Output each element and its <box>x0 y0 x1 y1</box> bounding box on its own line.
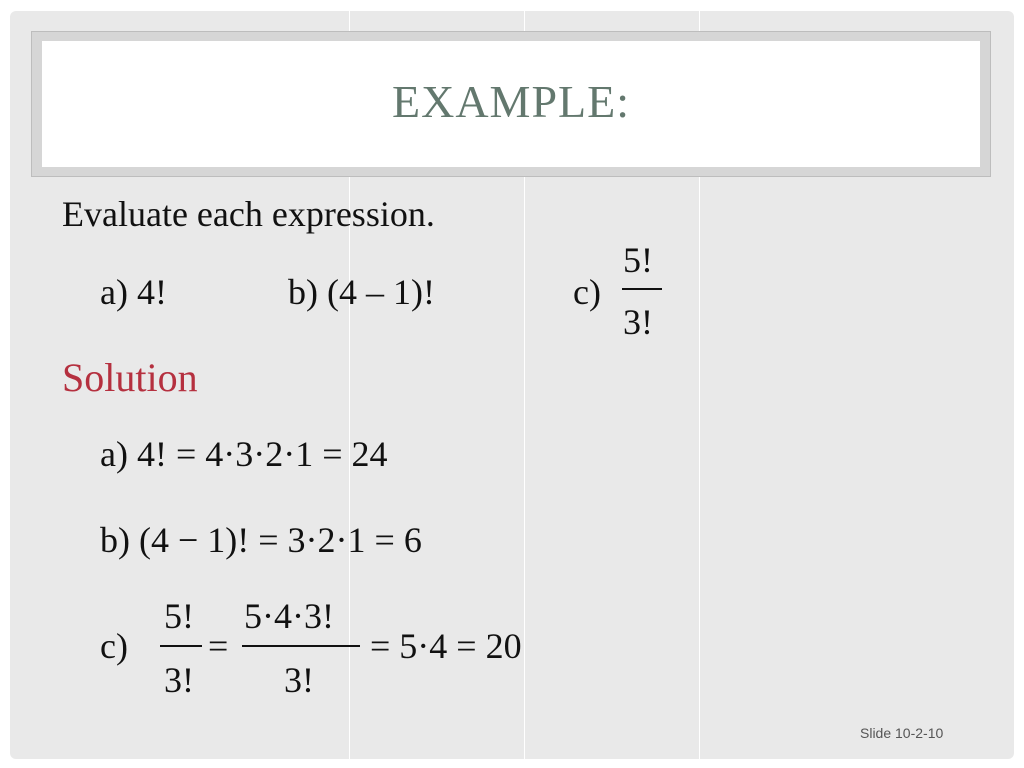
fraction-bar <box>622 288 662 290</box>
problem-a: a) 4! <box>100 272 167 312</box>
slide-number: Slide 10-2-10 <box>860 725 944 741</box>
solution-c-fraction1-numerator: 5! <box>164 596 194 636</box>
solution-c-label: c) <box>100 626 128 666</box>
fraction-bar <box>242 645 360 647</box>
solution-a: a) 4! = 4·3·2·1 = 24 <box>100 434 388 474</box>
solution-c-fraction1-denominator: 3! <box>164 660 194 700</box>
prompt-text: Evaluate each expression. <box>62 194 435 234</box>
slide-title: EXAMPLE: <box>392 76 630 127</box>
problem-c-label: c) <box>573 272 601 312</box>
solution-c-fraction2-denominator: 3! <box>284 660 314 700</box>
solution-b: b) (4 − 1)! = 3·2·1 = 6 <box>100 520 422 560</box>
problem-c-denominator: 3! <box>623 302 653 342</box>
solution-c-result: = 5·4 = 20 <box>370 626 522 666</box>
problem-b: b) (4 – 1)! <box>288 272 435 312</box>
problem-c-numerator: 5! <box>623 240 653 280</box>
solution-c-fraction2-numerator: 5·4·3! <box>244 596 334 636</box>
fraction-bar <box>160 645 202 647</box>
solution-heading: Solution <box>62 355 198 400</box>
solution-c-equals: = <box>208 626 229 666</box>
